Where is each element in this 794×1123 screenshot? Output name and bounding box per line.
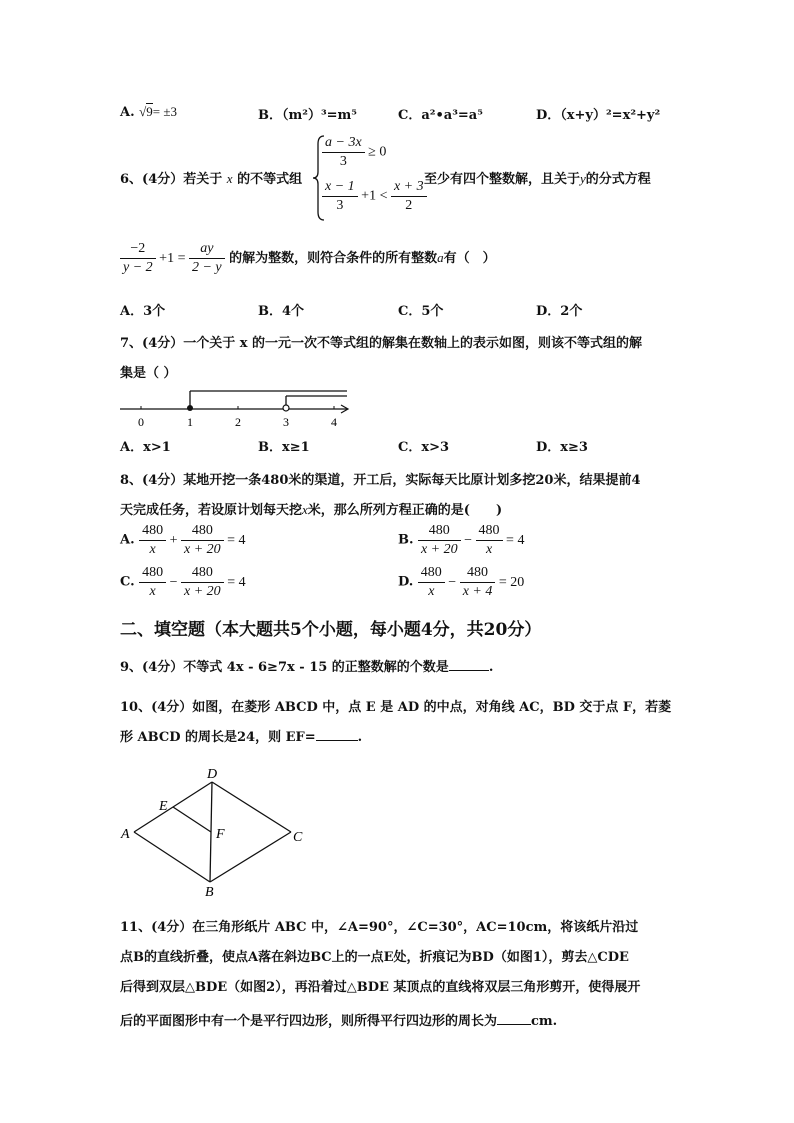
tick-label: 1 bbox=[187, 415, 193, 429]
q6-inequality-system: $\frac{a - 3x}{3}$ ≥ 0 $\frac{x - 1}{3}$ +1 < $\frac{x + 3}{2}$ bbox=[312, 134, 424, 222]
q11-line2: 点B的直线折叠，使点A落在斜边BC上的一点E处，折痕记为BD（如图1），剪去△CDE bbox=[120, 950, 629, 965]
q7-number-line bbox=[115, 384, 355, 432]
q10-line2: 形 ABCD 的周长是24，则 EF= . bbox=[120, 730, 363, 745]
q9-text: 9、(4分）不等式 4x - 6≥7x - 15 的正整数解的个数是 . bbox=[120, 660, 494, 675]
q6-fraction-equation: $\frac{-2}{y - 2}$ +1 = $\frac{ay}{2 - y}$ 的解为整数，则符合条件的所有整数a有（ ） bbox=[120, 240, 496, 277]
q7-option-a: A．x>1 bbox=[120, 440, 171, 455]
tick-label: 4 bbox=[331, 415, 337, 429]
q6-option-c: C．5个 bbox=[398, 304, 444, 319]
q8-option-c: C. $\frac{480}{x}$ − $\frac{480}{x + 20}$ = 4 bbox=[120, 565, 246, 599]
q6-option-a: A．3个 bbox=[120, 304, 166, 319]
q8-option-b: B. $\frac{480}{x + 20}$ − $\frac{480}{x}$ = 4 bbox=[398, 523, 525, 557]
open-point-3 bbox=[283, 405, 289, 411]
section-heading: 二、填空题（本大题共5个小题，每小题4分，共20分） bbox=[120, 620, 542, 640]
q8-option-d: D. $\frac{480}{x}$ − $\frac{480}{x + 4}$ = 20 bbox=[398, 565, 525, 599]
answer-blank[interactable] bbox=[316, 740, 358, 741]
q5-option-a: A. √9= ±3 bbox=[120, 104, 178, 120]
tick-label: 0 bbox=[138, 415, 144, 429]
q11-line1: 11、(4分）在三角形纸片 ABC 中，∠A=90°，∠C=30°，AC=10cm，将该纸片沿过 bbox=[120, 920, 639, 935]
q5-option-c: C．a²•a³=a⁵ bbox=[398, 108, 483, 123]
q7-option-d: D．x≥3 bbox=[536, 440, 588, 455]
q10-line1: 10、(4分）如图，在菱形 ABCD 中，点 E 是 AD 的中点，对角线 AC，BD 交于点 F，若菱 bbox=[120, 700, 672, 715]
q11-line3: 后得到双层△BDE（如图2），再沿着过△BDE 某顶点的直线将双层三角形剪开，使得展开 bbox=[120, 980, 641, 995]
q5-option-d: D．（x+y）²=x²+y² bbox=[536, 108, 661, 123]
q11-line4: 后的平面图形中有一个是平行四边形，则所得平行四边形的周长为 cm. bbox=[120, 1014, 558, 1029]
q7-line2: 集是（ ） bbox=[120, 366, 177, 381]
point-label-a: A bbox=[121, 827, 130, 842]
q7-line1: 7、(4分）一个关于 x 的一元一次不等式组的解集在数轴上的表示如图，则该不等式组的解 bbox=[120, 336, 643, 351]
q7-option-b: B．x≥1 bbox=[258, 440, 310, 455]
q5-option-b: B．（m²）³=m⁵ bbox=[258, 108, 357, 123]
closed-point-1 bbox=[187, 405, 193, 411]
point-label-d: D bbox=[207, 767, 218, 782]
q6-line1: 6、(4分）若关于 x 的不等式组 bbox=[120, 171, 303, 187]
answer-blank[interactable] bbox=[449, 670, 489, 671]
q6-option-b: B．4个 bbox=[258, 304, 305, 319]
q6-line1-tail: 至少有四个整数解，且关于y的分式方程 bbox=[424, 171, 651, 187]
tick-label: 3 bbox=[283, 415, 289, 429]
point-label-f: F bbox=[216, 827, 225, 842]
answer-blank[interactable] bbox=[497, 1024, 531, 1025]
tick-label: 2 bbox=[235, 415, 241, 429]
q8-line2: 天完成任务，若设原计划每天挖x米，那么所列方程正确的是( ) bbox=[120, 502, 503, 518]
q7-option-c: C．x>3 bbox=[398, 440, 450, 455]
q10-rhombus-diagram bbox=[115, 765, 315, 900]
q8-option-a: A. $\frac{480}{x}$ + $\frac{480}{x + 20}$ = 4 bbox=[120, 523, 246, 557]
q6-option-d: D．2个 bbox=[536, 304, 583, 319]
point-label-b: B bbox=[205, 885, 214, 900]
point-label-c: C bbox=[293, 830, 303, 845]
point-label-e: E bbox=[159, 799, 168, 814]
q8-line1: 8、(4分）某地开挖一条480米的渠道，开工后，实际每天比原计划多挖20米，结果提前4 bbox=[120, 473, 641, 488]
